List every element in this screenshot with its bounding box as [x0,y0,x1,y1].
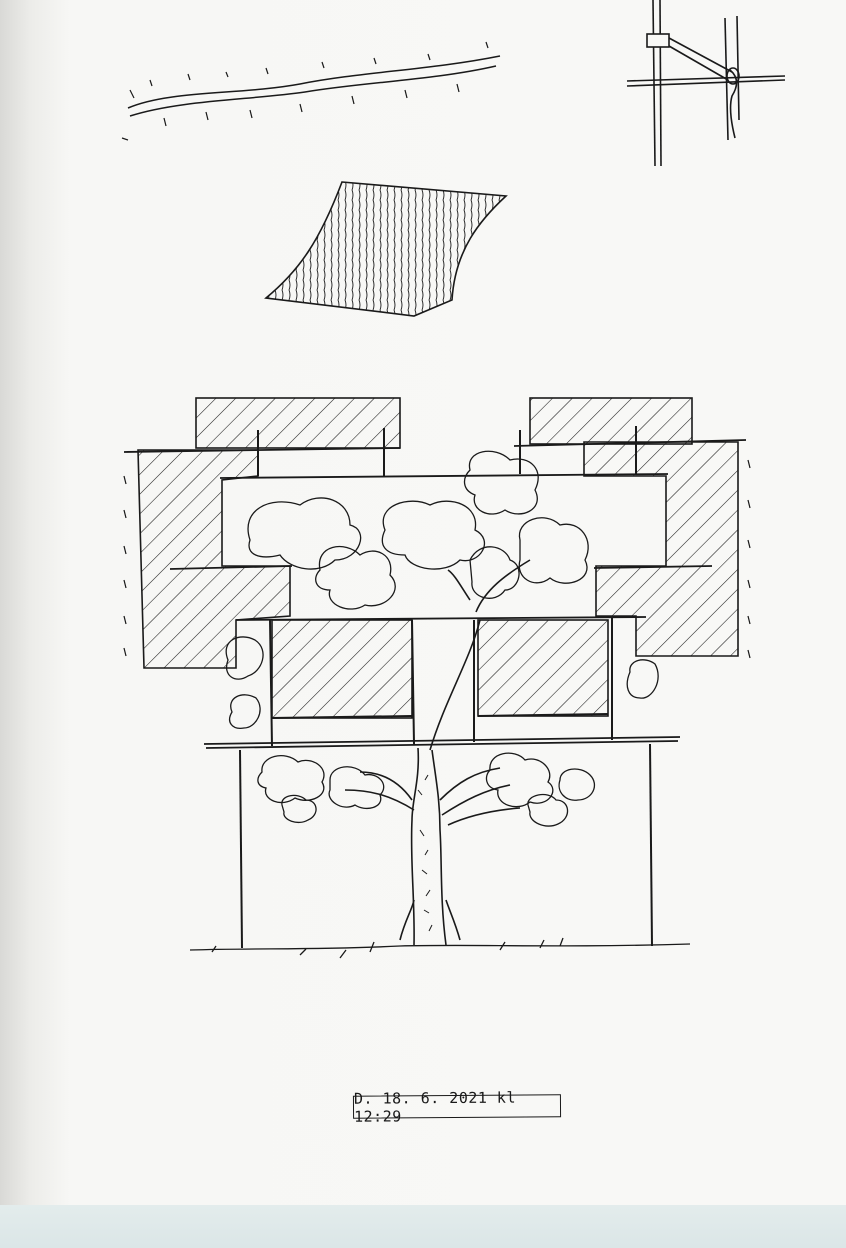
building-section-sketch [124,398,750,958]
date-stamp: D. 18. 6. 2021 kl 12:29 [353,1094,561,1118]
floating-sheet-sketch [266,182,506,316]
pole-detail-sketch [627,0,785,166]
wavy-line-sketch [122,42,500,140]
